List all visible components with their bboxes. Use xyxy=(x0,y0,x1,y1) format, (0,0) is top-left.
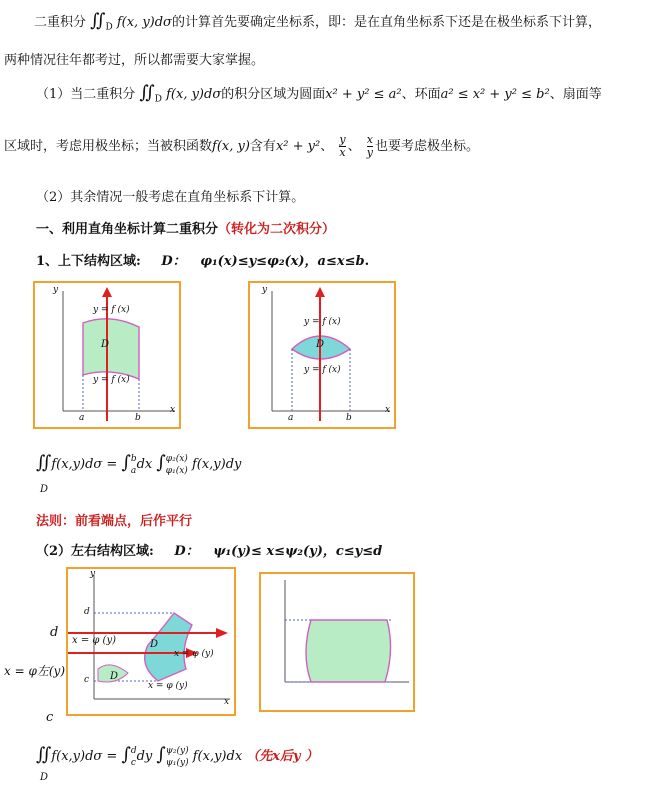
domain: D： xyxy=(174,544,199,559)
upper: ψ₂(y) xyxy=(165,745,189,756)
formula-2-domain: D xyxy=(40,772,49,783)
region-label: D xyxy=(150,639,159,650)
domain: D： xyxy=(161,254,186,269)
figure-2 xyxy=(248,281,396,429)
lhs: f(x,y)dσ = xyxy=(51,749,118,764)
double-integral-sign: ∬ xyxy=(139,82,155,103)
integrand: f(x, y)dσ xyxy=(166,87,222,102)
formula-2 xyxy=(36,744,318,769)
x-axis-label: x xyxy=(170,405,176,415)
b-label: b xyxy=(135,413,141,423)
text: 二重积分 xyxy=(34,15,87,30)
inner: f(x,y)dx xyxy=(192,749,243,764)
b-label: b xyxy=(346,413,352,423)
note: （先x后y ） xyxy=(246,749,319,764)
num: x xyxy=(366,133,373,146)
text: 含有 xyxy=(249,139,276,154)
condition: ψ₁(y)≤ x≤ψ₂(y)，c≤y≤d xyxy=(213,544,383,559)
note: （转化为二次积分） xyxy=(218,222,336,237)
text: 的积分区域为圆面 xyxy=(221,87,326,102)
text: 一、利用直角坐标计算二重积分 xyxy=(36,222,219,237)
text: 的计算首先要确定坐标系，即：是在直角坐标系下还是在极坐标系下计算， xyxy=(171,15,601,30)
integral-sign: ∫ xyxy=(121,452,131,473)
sub1-line xyxy=(36,250,369,269)
integral-sign: ∫ xyxy=(121,744,131,765)
inner: f(x,y)dy xyxy=(191,457,242,472)
label: 1、上下结构区域: xyxy=(36,254,141,269)
y-axis-label: y xyxy=(53,285,59,295)
circle-expr: x² + y² ≤ a² xyxy=(325,87,402,102)
dot: . xyxy=(364,254,370,269)
lower: a xyxy=(130,465,137,476)
fraction-x-over-y xyxy=(367,134,373,159)
formula-1 xyxy=(36,452,241,477)
text: 也要考虑极坐标。 xyxy=(374,139,479,154)
figure-3 xyxy=(66,567,236,716)
text: （1）当二重积分 xyxy=(36,87,136,102)
fxy: f(x, y) xyxy=(212,139,250,154)
bottom-curve-label: y = f (x) xyxy=(93,375,130,385)
lower: φ₁(x) xyxy=(165,465,188,476)
para1-line1 xyxy=(34,10,601,33)
text: 、扇面等 xyxy=(549,87,602,102)
c-label: c xyxy=(84,675,90,685)
domain-sub: D xyxy=(154,94,162,105)
lower: ψ₁(y) xyxy=(165,757,189,768)
upper: b xyxy=(130,453,137,464)
den: y xyxy=(366,146,373,159)
region-label-2: D xyxy=(110,671,119,682)
formula-1-domain: D xyxy=(40,484,49,495)
sub2-line xyxy=(36,540,382,559)
x-axis-label: x xyxy=(224,697,230,707)
inner-limits xyxy=(166,453,188,477)
para2-line2 xyxy=(4,134,479,159)
integral-sign: ∫ xyxy=(156,452,166,473)
double-integral-sign: ∬ xyxy=(90,10,106,31)
text: 区域时，考虑用极坐标；当被积函数 xyxy=(4,139,213,154)
outside-c-label: c xyxy=(46,710,54,725)
upper: d xyxy=(130,745,137,756)
inner-limits xyxy=(166,745,189,769)
y-axis-label: y xyxy=(90,569,96,579)
lhs: f(x,y)dσ = xyxy=(51,457,118,472)
fraction-y-over-x xyxy=(339,134,345,159)
outer-d: dy xyxy=(136,749,153,764)
top-curve-label: y = f (x) xyxy=(93,305,130,315)
text: 、 xyxy=(347,139,361,154)
double-integral-sign: ∬ xyxy=(36,744,52,765)
domain-sub: D xyxy=(105,22,113,33)
lower: c xyxy=(130,757,136,768)
bottom-curve-label: y = f (x) xyxy=(304,365,341,375)
den: x xyxy=(339,146,346,159)
para3: （2）其余情况一般考虑在直角坐标系下计算。 xyxy=(36,190,305,205)
figure-1 xyxy=(33,281,181,429)
num: y xyxy=(339,133,346,146)
region-label: D xyxy=(101,339,110,350)
expr: x² + y² xyxy=(275,139,321,154)
text: 、 xyxy=(320,139,334,154)
right-curve-label: x = φ (y) xyxy=(174,649,214,659)
y-axis-label: y xyxy=(262,285,268,295)
para1-line2: 两种情况往年都考过，所以都需要大家掌握。 xyxy=(4,53,265,68)
a-label: a xyxy=(288,413,294,423)
outer-d: dx xyxy=(136,457,153,472)
region-label: D xyxy=(316,339,325,350)
upper: φ₂(x) xyxy=(165,453,188,464)
x-axis-label: x xyxy=(385,405,391,415)
integrand: f(x, y)dσ xyxy=(116,15,172,30)
label: （2）左右结构区域: xyxy=(36,544,154,559)
ring-expr: a² ≤ x² + y² ≤ b² xyxy=(440,87,550,102)
rule-text: 法则：前看端点，后作平行 xyxy=(36,514,193,529)
text: 、环面 xyxy=(401,87,441,102)
d-label: d xyxy=(84,607,90,617)
double-integral-sign: ∬ xyxy=(36,452,52,473)
section1-title xyxy=(36,218,335,237)
figure-4 xyxy=(259,572,415,712)
outside-d-label: d xyxy=(50,625,59,640)
top-curve-label: y = f (x) xyxy=(304,317,341,327)
a-label: a xyxy=(79,413,85,423)
para2-line1 xyxy=(36,82,602,105)
left-curve-label: x = φ (y) xyxy=(72,635,117,646)
outside-xphi-label: x = φ左(y) xyxy=(4,664,65,678)
bottom-curve-label: x = φ (y) xyxy=(148,681,188,691)
condition: φ₁(x)≤y≤φ₂(x)，a≤x≤b xyxy=(200,254,365,269)
integral-sign: ∫ xyxy=(156,744,166,765)
